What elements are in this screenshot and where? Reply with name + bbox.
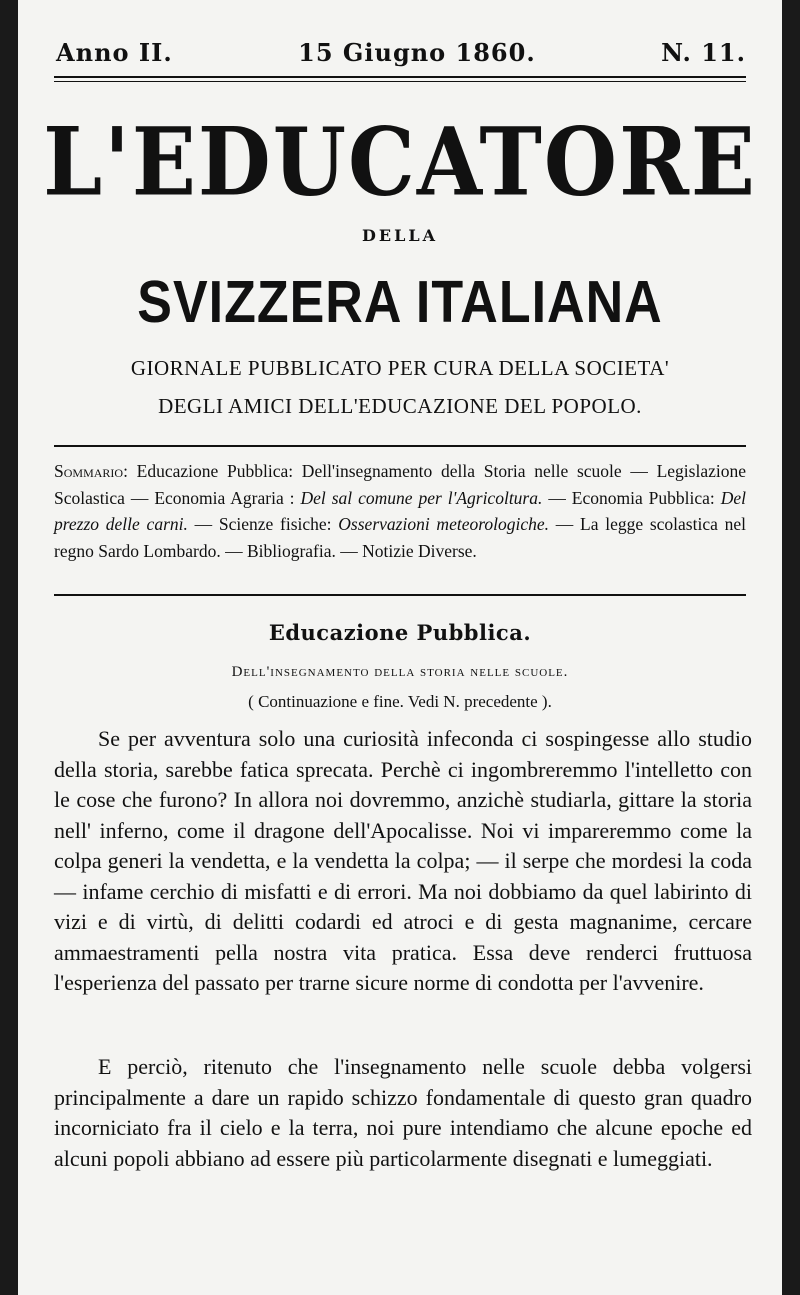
newspaper-page [18,0,782,1295]
summary-italic-1: Del sal comune per l'Agricoltura. [300,487,543,508]
section-heading: Educazione Pubblica. [268,620,532,645]
summary-italic-2: Del prezzo delle carni. [54,487,747,534]
body-paragraph-2: E perciò, ritenuto che l'insegnamento nelle scuole debba volgersi principalmente a dare un rapido schizzo fondamentale di questo gran quadro incorniciato fra il cielo e la terra, noi pure intendiamo che alcune epoche ed alcuni popoli abbiano ad essere più particolarmente disegnati e lumeggiati. [54,1054,752,1171]
issue-date: 15 Giugno 1860. [298,38,536,67]
summary-text-3: — Scienze fisiche: [187,514,339,534]
summary-bottom-rule [54,594,746,596]
newspaper-title: L'EDUCATORE [43,106,757,217]
summary-label: Sommario: [54,461,128,481]
summary-block [54,458,746,564]
newspaper-subtitle: SVIZZERA ITALIANA [137,269,663,336]
title-connector: DELLA [362,226,438,245]
tagline-line-2: DEGLI AMICI DELL'EDUCAZIONE DEL POPOLO. [158,394,642,418]
continuation-note: ( Continuazione e fine. Vedi N. precedente ). [248,692,552,711]
issue-year: Anno II. [56,38,173,67]
summary-text-4: — La legge scolastica nel regno Sardo Lombardo. — Bibliografia. — Notizie Diverse. [54,514,747,561]
issue-number: N. 11. [661,38,746,67]
tagline-line-1: GIORNALE PUBBLICATO PER CURA DELLA SOCIETA' [130,356,670,380]
article-title: Dell'insegnamento della storia nelle scuole. [231,664,569,680]
summary-top-rule [54,445,746,447]
body-paragraph-1: Se per avventura solo una curiosità infeconda ci sospingesse allo studio della storia, sarebbe fatica sprecata. Perchè ci ingombreremmo l'intelletto con le cose che furono? In allora noi dovremmo, anzichè studiarla, gittare la storia nell' inferno, come il dragone dell'Apocalisse. Noi vi impareremmo come la colpa generi la vendetta, e la vendetta la colpa; — il serpe che mordesi la coda — infame cerchio di misfatti e di errori. Ma noi dobbiamo da quel labirinto di vizi e di virtù, di delitti codardi ed atroci e di gesta magnanime, cercare ammaestramenti pella nostra vita pratica. Essa deve renderci fruttuosa l'esperienza del passato per trarne sicure norme di condotta per l'avvenire. [54,726,752,995]
masthead [56,38,746,67]
summary-italic-3: Osservazioni meteorologiche. [338,514,550,534]
summary-text-2: — Economia Pubblica: [542,487,721,508]
header-rule [54,76,746,82]
summary-text-1: Educazione Pubblica: Dell'insegnamento della Storia nelle scuole — Legislazione Scolastica — Economia Agraria : [54,461,746,508]
